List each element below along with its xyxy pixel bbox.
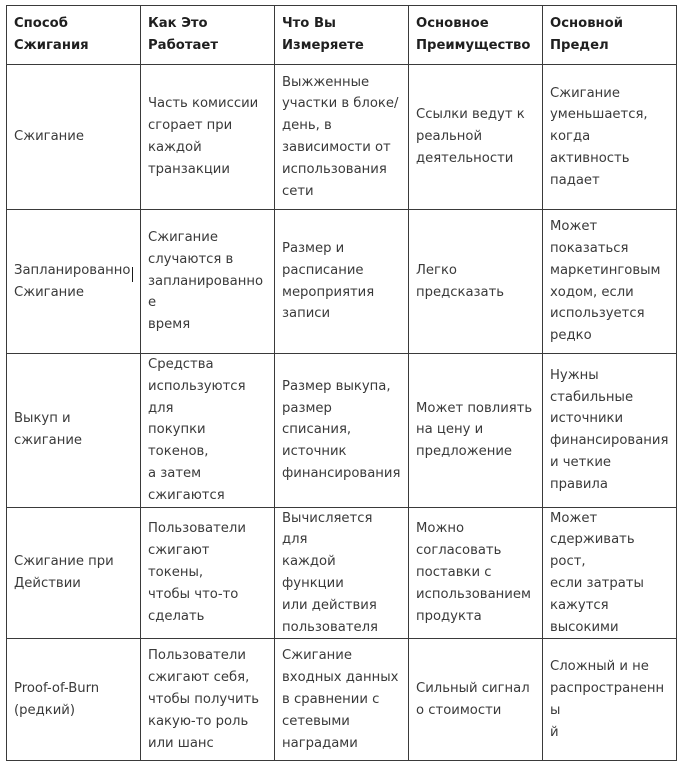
table-cell[interactable]: Может показаться маркетинговым ходом, если используется редко [543,210,677,354]
table-row [7,639,677,761]
table-row [7,507,677,639]
table-cell[interactable]: Сильный сигнал о стоимости [409,639,543,761]
burn-methods-table [6,5,677,761]
header-row [7,6,677,65]
table-cell[interactable]: Сложный и не распространенны й [543,639,677,761]
table-cell[interactable]: Сжигание входных данных в сравнении с сетевыми наградами [275,639,409,761]
table-cell[interactable]: Средства используются для покупки токенов, а затем сжигаются [141,354,275,508]
table-cell[interactable]: Ссылки ведут к реальной деятельности [409,65,543,210]
table-cell[interactable]: Сжигание при Действии [7,507,141,639]
table-row [7,354,677,508]
table-cell[interactable]: Может сдерживать рост, если затраты кажутся высокими [543,507,677,639]
table-header [7,6,677,65]
table-cell[interactable]: Часть комиссии сгорает при каждой транзакции [141,65,275,210]
table-cell[interactable]: Пользователи сжигают токены, чтобы что-то сделать [141,507,275,639]
table-cell[interactable]: Вычисляется для каждой функции или действия пользователя [275,507,409,639]
header-cell-main-advantage[interactable]: Основное Преимущество [409,6,543,65]
table-cell-active[interactable]: Запланированно Сжигание [7,210,141,354]
table-cell[interactable]: Нужны стабильные источники финансирования и четкие правила [543,354,677,508]
table-cell[interactable]: Сжигание [7,65,141,210]
header-cell-main-limit[interactable]: Основной Предел [543,6,677,65]
table-cell[interactable]: Размер выкупа, размер списания, источник финансирования [275,354,409,508]
table-row [7,210,677,354]
table-cell[interactable]: Сжигание уменьшается, когда активность падает [543,65,677,210]
table-cell[interactable]: Можно согласовать поставки с использованием продукта [409,507,543,639]
header-cell-method[interactable]: Способ Сжигания [7,6,141,65]
table-cell[interactable]: Легко предсказать [409,210,543,354]
table-cell[interactable]: Размер и расписание мероприятия записи [275,210,409,354]
table-cell[interactable]: Сжигание случаются в запланированное время [141,210,275,354]
header-cell-how-it-works[interactable]: Как Это Работает [141,6,275,65]
text-cursor [132,267,133,282]
table-row [7,65,677,210]
table-cell[interactable]: Пользователи сжигают себя, чтобы получить какую-то роль или шанс [141,639,275,761]
table-cell[interactable]: Выкуп и сжигание [7,354,141,508]
table-cell[interactable]: Proof-of-Burn (редкий) [7,639,141,761]
table-body [7,65,677,761]
table-cell[interactable]: Выжженные участки в блоке/ день, в зависимости от использования сети [275,65,409,210]
table-cell[interactable]: Может повлиять на цену и предложение [409,354,543,508]
header-cell-what-you-measure[interactable]: Что Вы Измеряете [275,6,409,65]
